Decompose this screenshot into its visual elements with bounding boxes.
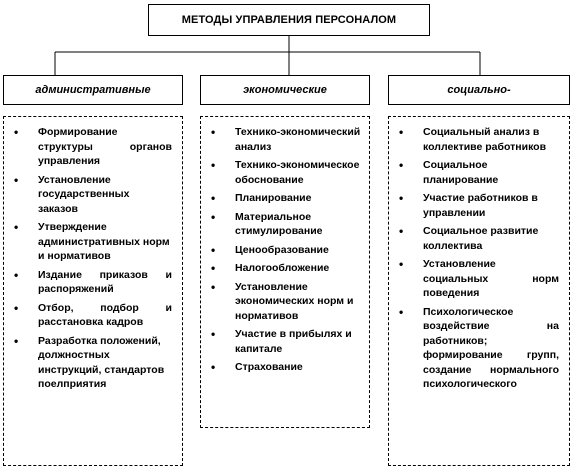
bullet-icon: • <box>399 158 404 172</box>
list-item: • Установление социальных норм поведения <box>399 257 559 299</box>
bullet-icon: • <box>14 333 19 348</box>
bullet-icon: • <box>399 257 404 271</box>
list-item: • Отбор, подбор и расстановка кадров <box>14 300 172 328</box>
list-item: • Разработка положений, должностных инструкций, стандартов поелприятия <box>14 333 165 390</box>
bullet-icon: • <box>399 191 404 205</box>
bullet-icon: • <box>211 158 216 172</box>
bullet-icon: • <box>211 125 216 139</box>
admin-methods-list <box>3 116 183 466</box>
list-item: • Материальное стимулирование <box>211 209 323 237</box>
bullet-icon: • <box>211 261 216 275</box>
bullet-icon: • <box>14 172 19 187</box>
bullet-icon: • <box>399 304 404 319</box>
list-item: • Установление экономических норм и нормативов <box>211 279 354 322</box>
bullet-icon: • <box>211 191 216 205</box>
list-item: • Технико-экономический анализ <box>211 125 361 153</box>
diagram-title: МЕТОДЫ УПРАВЛЕНИЯ ПЕРСОНАЛОМ <box>148 4 430 36</box>
list-item: • Формирование структуры органов управления <box>14 125 172 167</box>
list-item: • Установление государственных заказов <box>14 172 130 215</box>
list-item: • Утверждение административных норм и нормативов <box>14 220 170 262</box>
bullet-icon: • <box>14 220 19 234</box>
list-item: • Ценообразование <box>211 242 329 257</box>
bullet-icon: • <box>14 125 19 139</box>
bullet-icon: • <box>14 300 19 315</box>
econ-methods-list <box>200 116 370 428</box>
bullet-icon: • <box>399 224 404 238</box>
bullet-icon: • <box>211 327 216 341</box>
list-item: • Социальное развитие коллектива <box>399 224 539 252</box>
list-item: • Социальное планирование <box>399 158 499 186</box>
soc-methods-list <box>388 116 570 466</box>
list-item: • Социальный анализ в коллективе работников <box>399 125 547 153</box>
bullet-icon: • <box>211 209 216 224</box>
category-soc: социально- <box>388 75 570 105</box>
list-item: • Налогообложение <box>211 261 330 275</box>
list-item: • Психологическое воздействие на работников; формирование групп, создание нормального психологического <box>399 304 559 390</box>
list-item: • Планирование <box>211 191 312 205</box>
category-econ: экономические <box>200 75 370 105</box>
bullet-icon: • <box>14 267 19 282</box>
list-item: • Страхование <box>211 360 303 374</box>
list-item: • Издание приказов и распоряжений <box>14 267 172 295</box>
category-admin: административные <box>3 75 183 105</box>
bullet-icon: • <box>399 125 404 139</box>
list-item: • Участие в прибылях и капитале <box>211 327 352 355</box>
bullet-icon: • <box>211 360 216 374</box>
list-item: • Технико-экономическое обоснование <box>211 158 360 186</box>
list-item: • Участие работников в управлении <box>399 191 538 219</box>
bullet-icon: • <box>211 242 216 257</box>
bullet-icon: • <box>211 279 216 294</box>
